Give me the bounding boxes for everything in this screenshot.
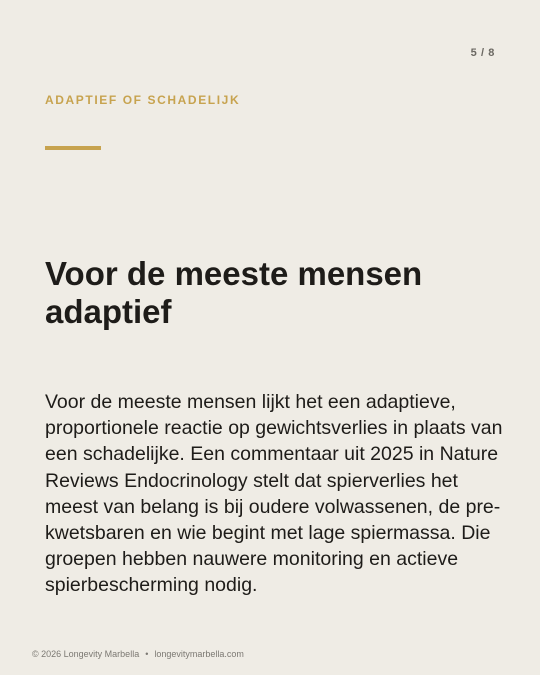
slide-headline: Voor de meeste mensen adaptief [45, 255, 423, 330]
accent-divider [45, 146, 101, 150]
footer [32, 649, 244, 659]
footer-website-link[interactable]: longevitymarbella.com [154, 649, 244, 659]
footer-separator: • [145, 649, 149, 659]
slide-body-text: Voor de meeste mensen lijkt het een adaptieve, proportionele reactie op gewichtsverlies in plaats van een schadelijke. Een commentaar uit 2025 in Nature Reviews Endocrinology stelt dat spierverlies het meest van belang is bij oudere volwassenen, de pre-kwetsbaren en wie begint met lage spiermassa. Die groepen hebben nauwere monitoring en actieve spierbescherming nodig. [45, 391, 503, 597]
footer-copyright: © 2026 Longevity Marbella [32, 649, 140, 659]
page-counter: 5 / 8 [470, 47, 495, 59]
section-eyebrow: ADAPTIEF OF SCHADELIJK [45, 93, 241, 107]
